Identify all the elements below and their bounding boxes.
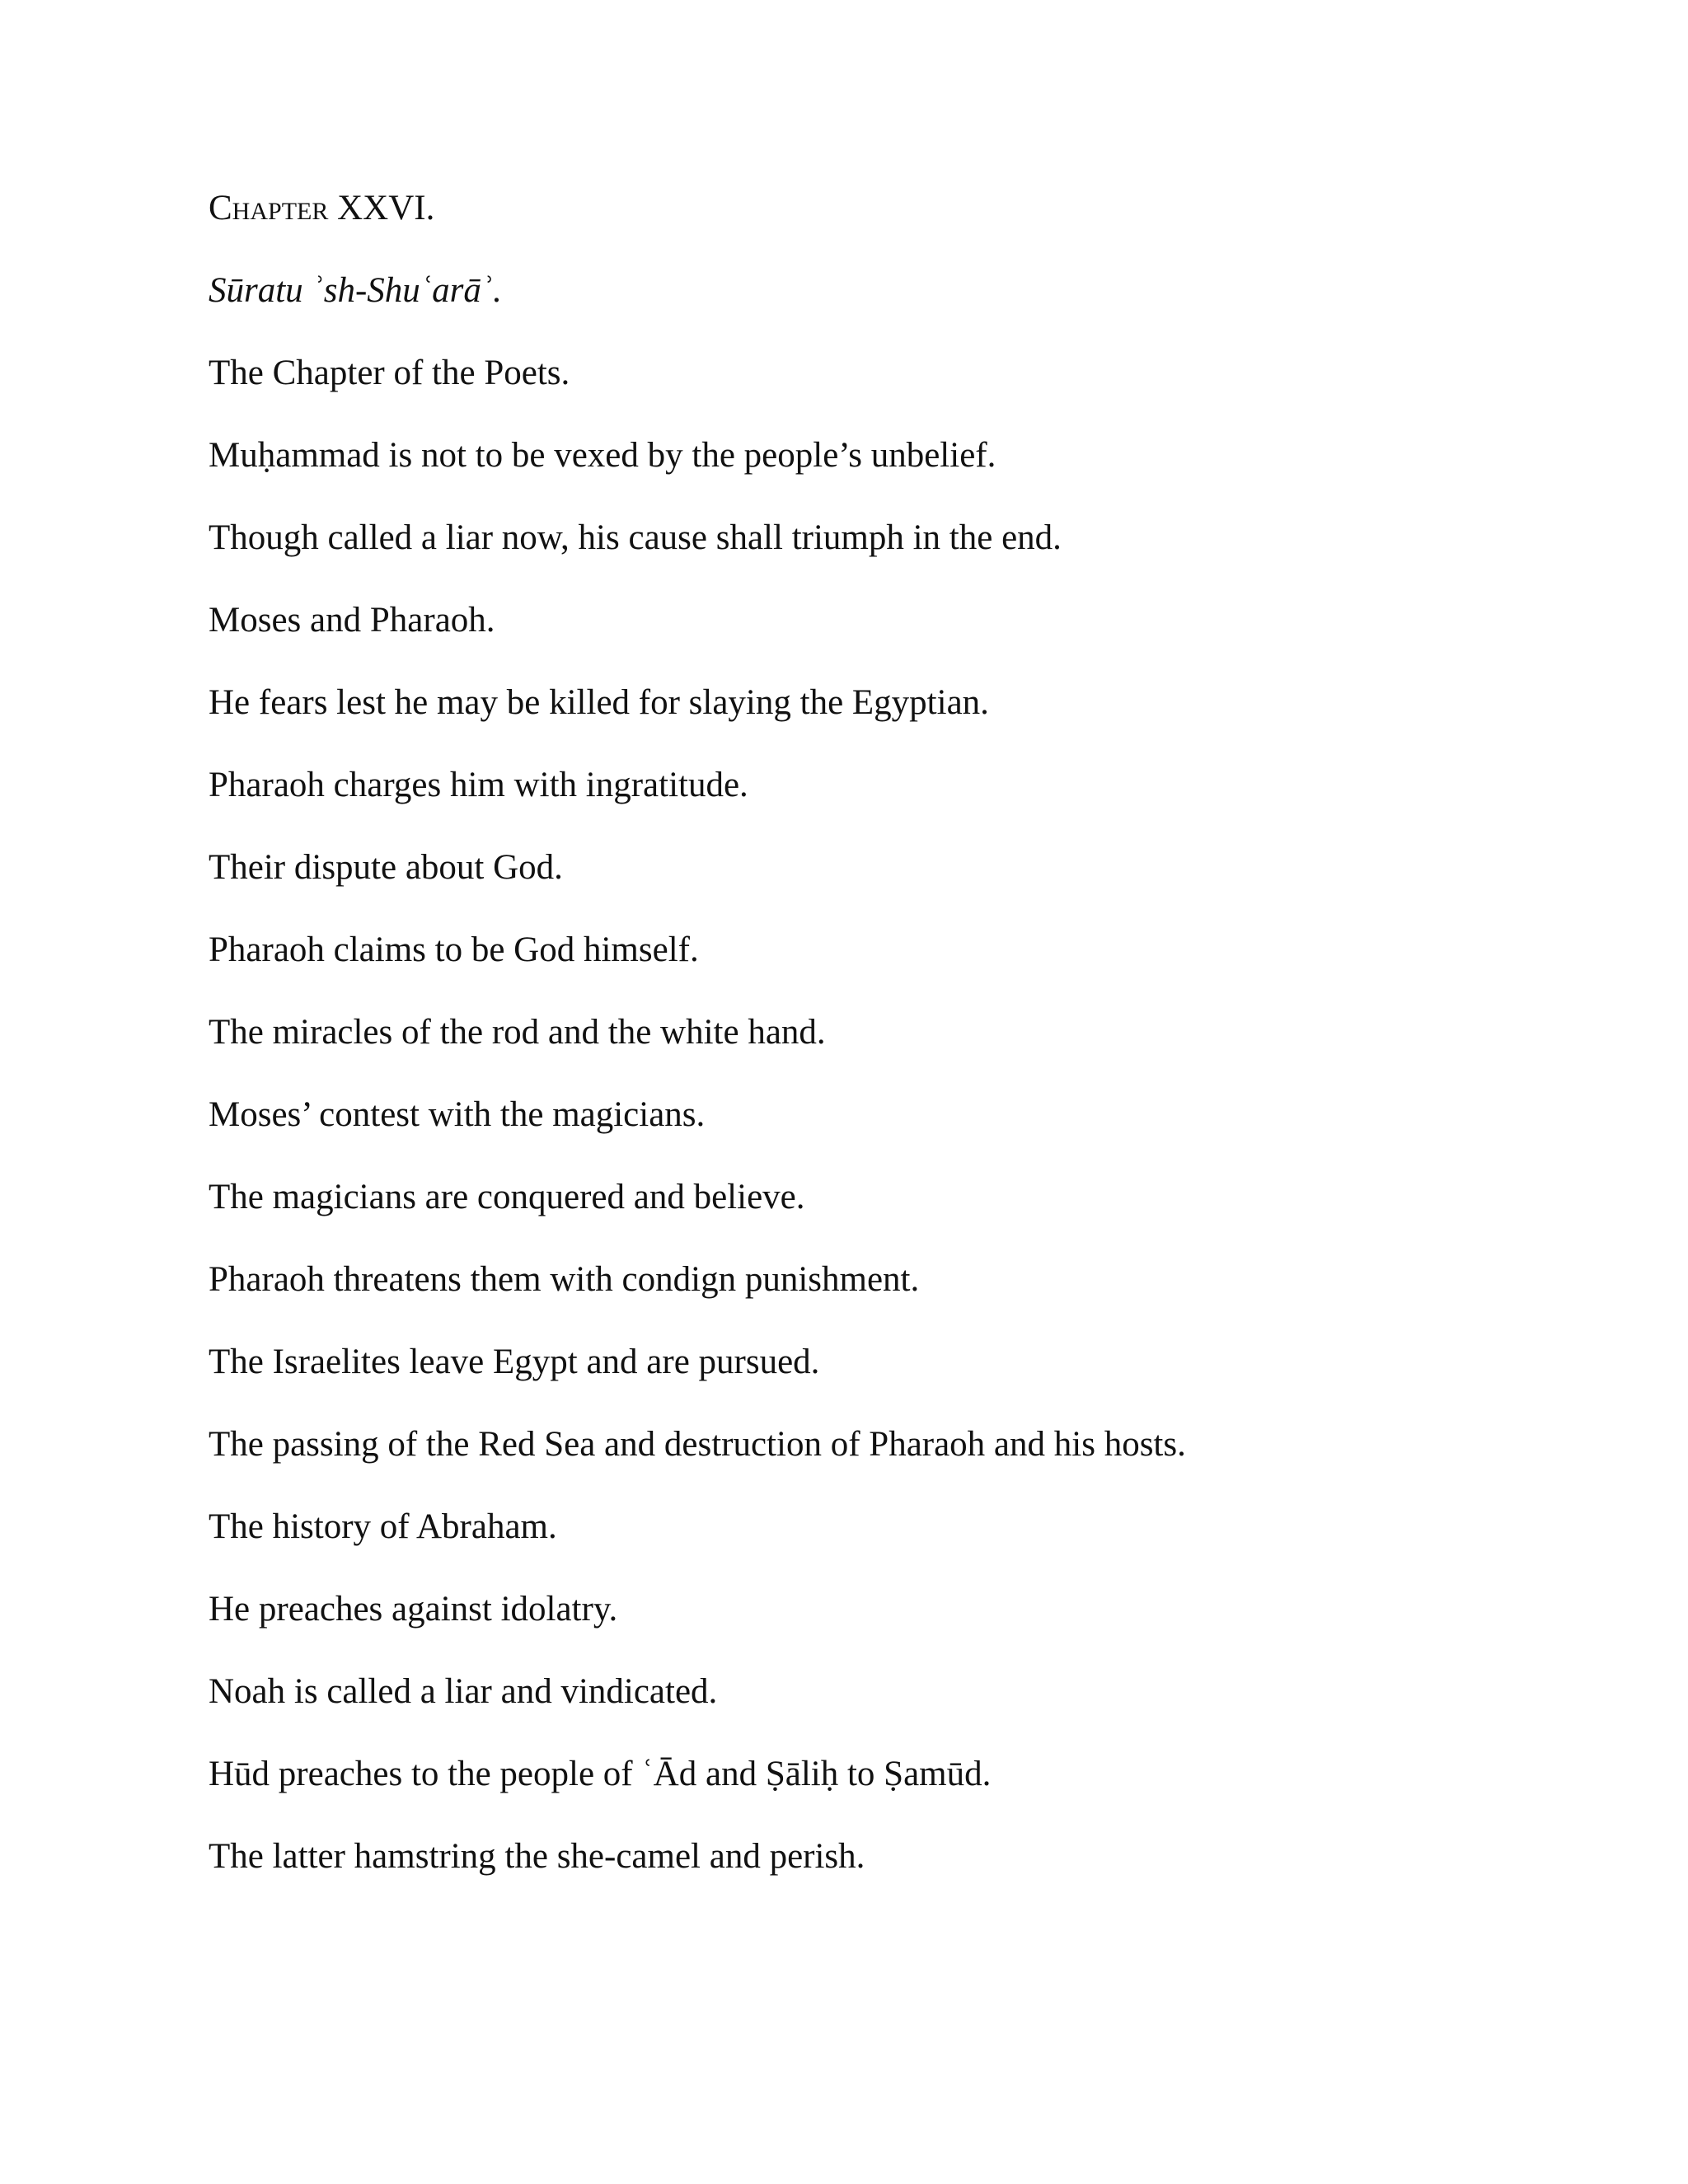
summary-line: Hūd preaches to the people of ʿĀd and Ṣāliḥ to Ṣamūd. (209, 1755, 992, 1793)
chapter-heading: Chapter XXVI. (209, 189, 435, 227)
summary-line: Muḥammad is not to be vexed by the people’s unbelief. (209, 436, 996, 475)
summary-line: Their dispute about God. (209, 848, 563, 887)
summary-line: The Israelites leave Egypt and are pursued. (209, 1343, 820, 1381)
summary-line: The magicians are conquered and believe. (209, 1178, 805, 1216)
summary-line: Moses’ contest with the magicians. (209, 1095, 706, 1134)
chapter-contents (209, 188, 1560, 1919)
summary-line: Pharaoh charges him with ingratitude. (209, 766, 748, 804)
summary-line: He fears lest he may be killed for slaying the Egyptian. (209, 683, 989, 722)
summary-line: Noah is called a liar and vindicated. (209, 1672, 718, 1711)
sura-transliterated-title: Sūratu ʾsh-Shuʿarāʾ. (209, 271, 502, 310)
summary-line: Pharaoh threatens them with condign punishment. (209, 1260, 920, 1299)
summary-line: Though called a liar now, his cause shall triumph in the end. (209, 518, 1062, 557)
summary-line: Pharaoh claims to be God himself. (209, 930, 699, 969)
summary-line: The miracles of the rod and the white hand. (209, 1013, 826, 1052)
summary-line: The passing of the Red Sea and destruction of Pharaoh and his hosts. (209, 1425, 1186, 1464)
summary-line: The latter hamstring the she-camel and perish. (209, 1837, 865, 1876)
summary-line: The history of Abraham. (209, 1507, 557, 1546)
summary-line: He preaches against idolatry. (209, 1590, 618, 1629)
summary-line: Moses and Pharaoh. (209, 601, 495, 640)
chapter-english-title: The Chapter of the Poets. (209, 354, 570, 392)
